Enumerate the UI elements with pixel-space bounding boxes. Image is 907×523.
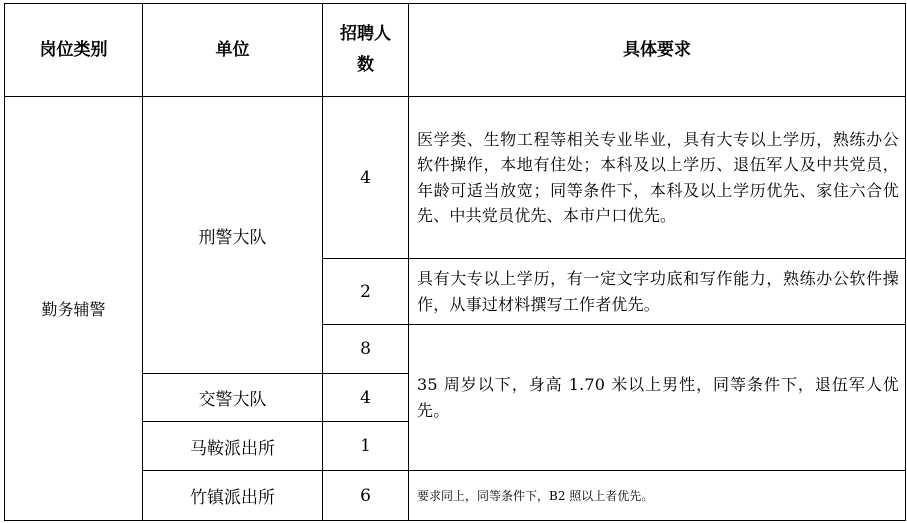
category-cell: 勤务辅警 xyxy=(5,97,143,521)
unit-criminal-police: 刑警大队 xyxy=(143,97,323,374)
header-category: 岗位类别 xyxy=(5,4,143,97)
header-row xyxy=(5,4,906,97)
header-unit: 单位 xyxy=(143,4,323,97)
count-cell: 4 xyxy=(323,97,409,259)
requirements-cell: 要求同上，同等条件下，B2 照以上者优先。 xyxy=(409,471,906,521)
unit-traffic-police: 交警大队 xyxy=(143,374,323,422)
recruitment-table xyxy=(4,3,906,521)
count-cell: 6 xyxy=(323,471,409,521)
header-count-text: 招聘人数 xyxy=(340,24,391,75)
count-cell: 4 xyxy=(323,374,409,422)
requirements-cell: 医学类、生物工程等相关专业毕业，具有大专以上学历，熟练办公软件操作，本地有住处；本科及以上学历、退伍军人及中共党员，年龄可适当放宽；同等条件下，本科及以上学历优先、家住六合优先、中共党员优先、本市户口优先。 xyxy=(409,97,906,259)
unit-zhuzhen-station: 竹镇派出所 xyxy=(143,471,323,521)
count-cell: 1 xyxy=(323,422,409,471)
count-cell: 8 xyxy=(323,325,409,374)
count-cell: 2 xyxy=(323,259,409,325)
header-requirements: 具体要求 xyxy=(409,4,906,97)
requirements-cell: 35 周岁以下，身高 1.70 米以上男性，同等条件下，退伍军人优先。 xyxy=(409,325,906,471)
header-count xyxy=(323,4,409,97)
requirements-cell: 具有大专以上学历，有一定文字功底和写作能力，熟练办公软件操作，从事过材料撰写工作者优先。 xyxy=(409,259,906,325)
table-row xyxy=(5,97,906,259)
unit-maan-station: 马鞍派出所 xyxy=(143,422,323,471)
